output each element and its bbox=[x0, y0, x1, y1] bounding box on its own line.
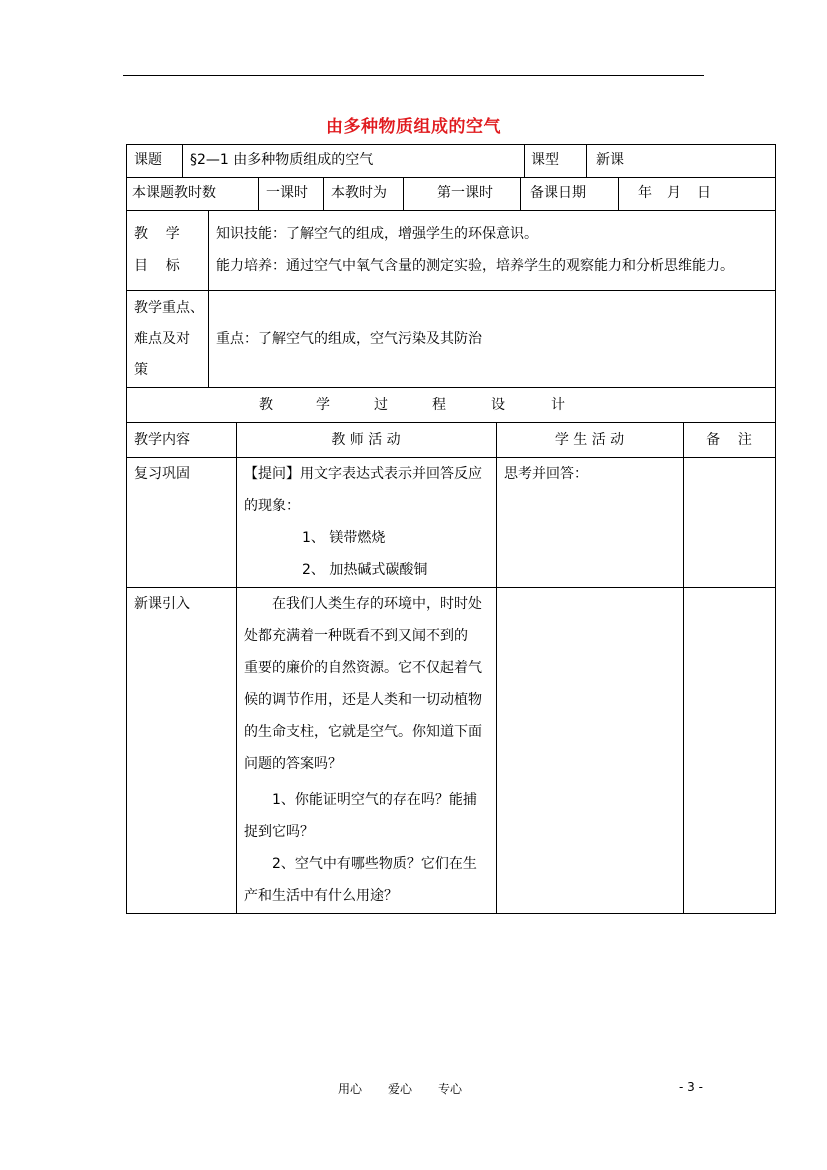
intro-teacher-line: 的生命支柱，它就是空气。你知道下面 bbox=[244, 724, 482, 740]
intro-teacher-line: 1、你能证明空气的存在吗？能捕 bbox=[272, 792, 477, 808]
document-title: 由多种物质组成的空气 bbox=[326, 117, 501, 137]
col-divider bbox=[586, 144, 587, 177]
type-value: 新课 bbox=[596, 152, 624, 168]
type-label: 课型 bbox=[531, 152, 559, 168]
col-divider bbox=[520, 177, 521, 210]
review-teacher-line: 的现象： bbox=[244, 498, 300, 514]
keypoints-label-line3: 策 bbox=[134, 362, 148, 378]
col-header-content: 教学内容 bbox=[134, 432, 190, 448]
intro-teacher-line: 产和生活中有什么用途？ bbox=[244, 888, 398, 904]
subject-label: 课题 bbox=[134, 152, 162, 168]
subject-value: §2—1 由多种物质组成的空气 bbox=[190, 152, 374, 168]
process-heading-char: 程 bbox=[432, 397, 446, 413]
row-intro-content: 新课引入 bbox=[134, 596, 190, 612]
prep-date-label: 备课日期 bbox=[530, 185, 586, 201]
col-divider bbox=[683, 422, 684, 914]
col-divider bbox=[236, 422, 237, 914]
review-student: 思考并回答： bbox=[504, 466, 588, 482]
process-heading-char: 过 bbox=[374, 397, 388, 413]
table-border-left bbox=[126, 144, 127, 914]
intro-teacher-line: 候的调节作用，还是人类和一切动植物 bbox=[244, 692, 482, 708]
current-hour-value: 第一课时 bbox=[437, 185, 493, 201]
col-divider bbox=[618, 177, 619, 210]
goals-label-line1: 教 学 bbox=[134, 226, 180, 242]
header-rule bbox=[123, 75, 704, 76]
row-review-content: 复习巩固 bbox=[134, 466, 190, 482]
intro-teacher-line: 在我们人类生存的环境中，时时处 bbox=[272, 596, 482, 612]
row-divider bbox=[126, 177, 776, 178]
row-divider bbox=[126, 587, 776, 588]
keypoints-content: 重点：了解空气的组成，空气污染及其防治 bbox=[216, 331, 482, 347]
col-header-teacher: 教 师 活 动 bbox=[331, 432, 401, 448]
table-border-top bbox=[126, 144, 776, 145]
goals-knowledge: 知识技能：了解空气的组成，增强学生的环保意识。 bbox=[216, 226, 538, 242]
review-teacher-line: 2、 加热碱式碳酸铜 bbox=[302, 562, 428, 578]
row-divider bbox=[126, 290, 776, 291]
footer-word: 爱心 bbox=[388, 1082, 413, 1096]
lesson-plan-table bbox=[126, 144, 776, 914]
goals-ability: 能力培养：通过空气中氧气含量的测定实验，培养学生的观察能力和分析思维能力。 bbox=[216, 258, 734, 274]
date-month: 月 bbox=[667, 185, 681, 201]
keypoints-label-line1: 教学重点、 bbox=[134, 300, 204, 316]
date-year: 年 bbox=[638, 185, 652, 201]
intro-teacher-line: 2、空气中有哪些物质？它们在生 bbox=[272, 856, 477, 872]
process-heading-char: 计 bbox=[551, 397, 565, 413]
intro-teacher-line: 捉到它吗？ bbox=[244, 824, 314, 840]
col-header-student: 学 生 活 动 bbox=[554, 432, 625, 448]
footer-word: 专心 bbox=[438, 1082, 463, 1096]
col-divider bbox=[496, 422, 497, 914]
table-border-bottom bbox=[126, 913, 776, 914]
current-hour-label: 本教时为 bbox=[331, 185, 387, 201]
process-heading-char: 教 bbox=[259, 397, 273, 413]
review-teacher-line: 1、 镁带燃烧 bbox=[302, 530, 386, 546]
col-divider bbox=[323, 177, 324, 210]
goals-label-line2: 目 标 bbox=[134, 258, 180, 274]
col-divider bbox=[403, 177, 404, 210]
row-divider bbox=[126, 387, 776, 388]
intro-teacher-line: 重要的廉价的自然资源。它不仅起着气 bbox=[244, 660, 482, 676]
page-number: - 3 - bbox=[679, 1080, 703, 1094]
col-divider bbox=[208, 210, 209, 387]
date-day: 日 bbox=[697, 185, 711, 201]
review-teacher-line: 【提问】用文字表达式表示并回答反应 bbox=[244, 466, 482, 482]
total-hours-value: 一课时 bbox=[266, 185, 308, 201]
row-divider bbox=[126, 457, 776, 458]
intro-teacher-line: 问题的答案吗？ bbox=[244, 756, 342, 772]
process-heading-char: 设 bbox=[491, 397, 505, 413]
keypoints-label-line2: 难点及对 bbox=[134, 331, 190, 347]
row-divider bbox=[126, 210, 776, 211]
col-divider bbox=[524, 144, 525, 177]
col-header-note: 备 注 bbox=[706, 432, 752, 448]
total-hours-label: 本课题教时数 bbox=[132, 185, 216, 201]
footer-word: 用心 bbox=[338, 1082, 363, 1096]
col-divider bbox=[182, 144, 183, 177]
table-border-right bbox=[775, 144, 776, 914]
process-heading-char: 学 bbox=[316, 397, 330, 413]
col-divider bbox=[258, 177, 259, 210]
row-divider bbox=[126, 422, 776, 423]
intro-teacher-line: 处都充满着一种既看不到又闻不到的 bbox=[244, 628, 468, 644]
